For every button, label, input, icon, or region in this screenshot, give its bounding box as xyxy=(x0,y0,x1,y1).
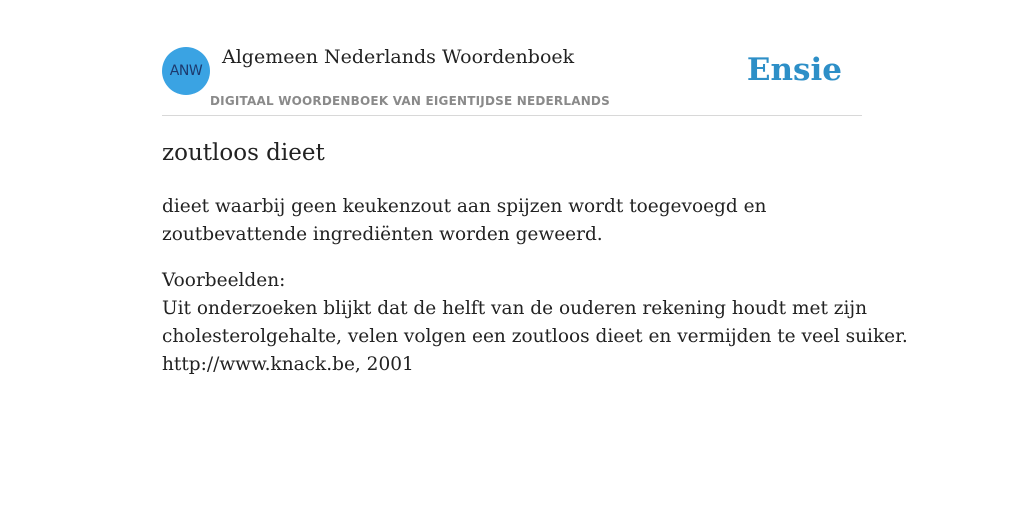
example-source: http://www.knack.be, 2001 xyxy=(162,354,414,375)
entry-definition: dieet waarbij geen keukenzout aan spijzen wordt toegevoegd en zoutbevattende ingrediënten worden geweerd. xyxy=(162,196,767,245)
example-line: cholesterolgehalte, velen volgen een zoutloos dieet en vermijden te veel suiker. xyxy=(162,326,908,347)
examples-section xyxy=(162,267,908,379)
header xyxy=(162,0,862,116)
page-container xyxy=(162,0,908,375)
anw-logo[interactable] xyxy=(162,47,210,95)
dictionary-subtitle: DIGITAAL WOORDENBOEK VAN EIGENTIJDSE NEDERLANDS xyxy=(210,94,610,108)
logo-text: ANW xyxy=(169,63,203,79)
dictionary-title[interactable]: Algemeen Nederlands Woordenboek xyxy=(222,46,575,68)
ensie-brand-logo[interactable]: Ensie xyxy=(746,52,842,88)
example-line: Uit onderzoeken blijkt dat de helft van de ouderen rekening houdt met zijn xyxy=(162,298,868,319)
entry-headword: zoutloos dieet xyxy=(162,140,325,166)
examples-label: Voorbeelden: xyxy=(162,270,286,291)
